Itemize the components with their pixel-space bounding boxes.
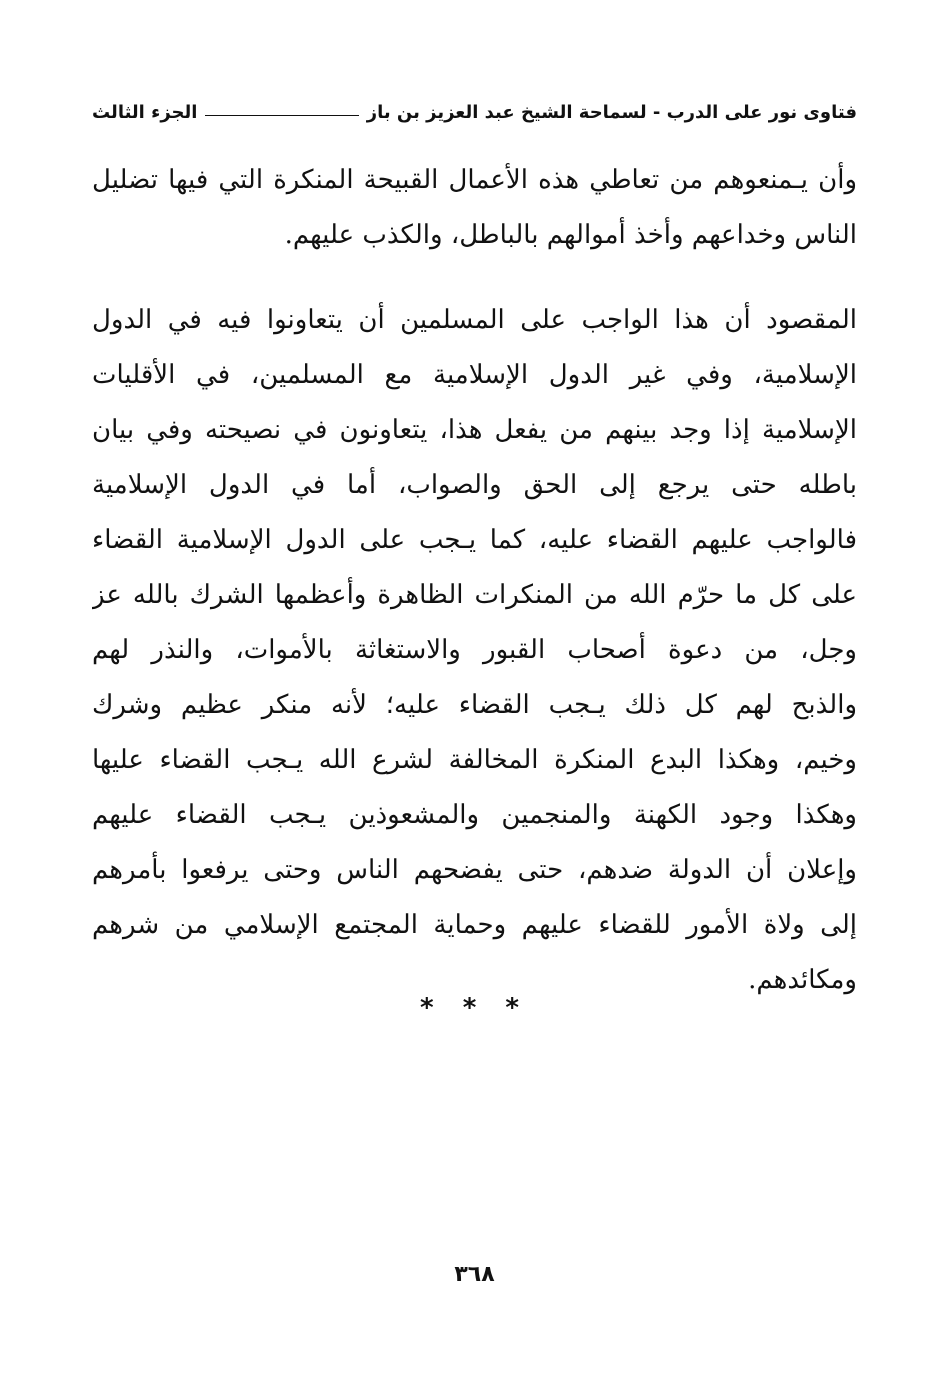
paragraph-gap: [92, 263, 857, 293]
text-line: إلى ولاة الأمور للقضاء عليهم وحماية المجتمع الإسلامي من شرهم: [92, 910, 857, 940]
body-text: [92, 153, 857, 1008]
text-line: على كل ما حرّم الله من المنكرات الظاهرة وأعظمها الشرك بالله عز: [92, 580, 857, 610]
text-line: المقصود أن هذا الواجب على المسلمين أن يتعاونوا فيه في الدول: [92, 305, 857, 335]
header-title: فتاوى نور على الدرب - لسماحة الشيخ عبد العزيز بن باز: [366, 101, 857, 123]
paragraph: [92, 293, 857, 1008]
section-separator: * * *: [420, 993, 529, 1023]
text-line: الإسلامية، وفي غير الدول الإسلامية مع المسلمين، في الأقليات: [92, 360, 857, 390]
text-line: باطله حتى يرجع إلى الحق والصواب، أما في الدول الإسلامية: [92, 470, 857, 500]
text-line: وهكذا وجود الكهنة والمنجمين والمشعوذين يـجب القضاء عليهم: [92, 800, 857, 830]
running-header: [92, 92, 857, 132]
paragraph: [92, 153, 857, 263]
text-line: ومكائدهم.: [748, 965, 857, 995]
text-line: وخيم، وهكذا البدع المنكرة المخالفة لشرع الله يـجب القضاء عليها: [92, 745, 857, 775]
header-rule: [205, 115, 358, 116]
text-line: وأن يـمنعوهم من تعاطي هذه الأعمال القبيحة المنكرة التي فيها تضليل: [92, 165, 857, 195]
text-line: فالواجب عليهم القضاء عليه، كما يـجب على الدول الإسلامية القضاء: [92, 525, 857, 555]
header-volume: الجزء الثالث: [92, 101, 198, 123]
page-number: ٣٦٨: [454, 1262, 495, 1287]
text-line: وجل، من دعوة أصحاب القبور والاستغاثة بالأموات، والنذر لهم: [92, 635, 857, 665]
text-line: وإعلان أن الدولة ضدهم، حتى يفضحهم الناس وحتى يرفعوا بأمرهم: [92, 855, 857, 885]
text-line: الناس وخداعهم وأخذ أموالهم بالباطل، والكذب عليهم.: [284, 220, 857, 250]
text-line: والذبح لهم كل ذلك يـجب القضاء عليه؛ لأنه منكر عظيم وشرك: [92, 690, 857, 720]
text-line: الإسلامية إذا وجد بينهم من يفعل هذا، يتعاونون في نصيحته وفي بيان: [92, 415, 857, 445]
